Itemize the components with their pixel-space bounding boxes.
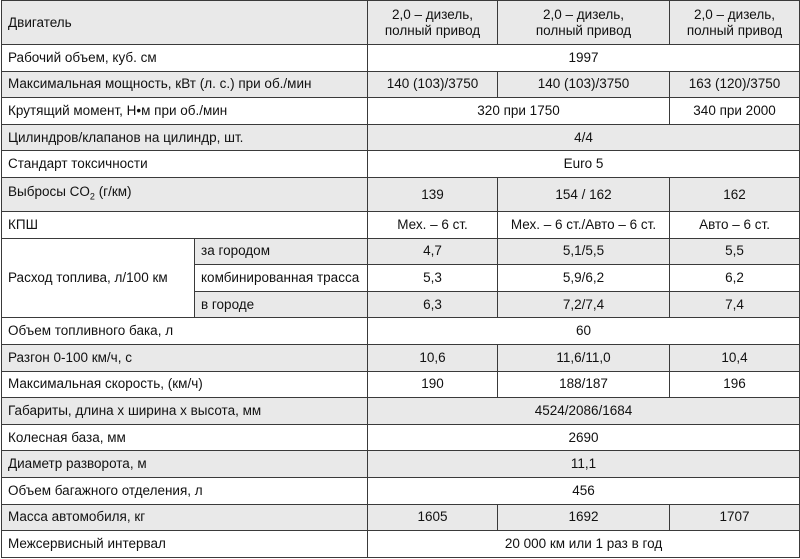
row-value: 5,3 bbox=[368, 265, 498, 292]
row-value: 140 (103)/3750 bbox=[368, 71, 498, 98]
header-col1-line2: полный привод bbox=[384, 22, 481, 38]
table-row-turning-diameter bbox=[2, 451, 800, 478]
row-label: КПШ bbox=[2, 211, 368, 238]
table-row-torque bbox=[2, 98, 800, 125]
table-row-weight bbox=[2, 504, 800, 531]
header-column-3 bbox=[670, 1, 800, 45]
table-header-row bbox=[2, 1, 800, 45]
fuel-sublabel: за городом bbox=[195, 238, 368, 265]
row-label: Цилиндров/клапанов на цилиндр, шт. bbox=[2, 124, 368, 151]
table-row-power bbox=[2, 71, 800, 98]
row-value: 188/187 bbox=[498, 371, 670, 398]
table-row-fuel-tank bbox=[2, 318, 800, 345]
row-value: 163 (120)/3750 bbox=[670, 71, 800, 98]
row-label: Диаметр разворота, м bbox=[2, 451, 368, 478]
row-value: Мех. – 6 ст. bbox=[368, 211, 498, 238]
spec-table bbox=[1, 0, 800, 558]
row-label: Стандарт токсичности bbox=[2, 151, 368, 178]
row-value: 11,1 bbox=[368, 451, 800, 478]
table-row-gearbox bbox=[2, 211, 800, 238]
row-label: Крутящий момент, Н•м при об./мин bbox=[2, 98, 368, 125]
fuel-sublabel: комбинированная трасса bbox=[195, 265, 368, 292]
row-label: Масса автомобиля, кг bbox=[2, 504, 368, 531]
fuel-consumption-label: Расход топлива, л/100 км bbox=[2, 238, 195, 318]
table-row-emission-standard bbox=[2, 151, 800, 178]
header-col3-line1: 2,0 – дизель, bbox=[694, 6, 775, 22]
row-value: 340 при 2000 bbox=[670, 98, 800, 125]
row-value: 1707 bbox=[670, 504, 800, 531]
row-value: 60 bbox=[368, 318, 800, 345]
row-label: Объем багажного отделения, л bbox=[2, 478, 368, 505]
row-value: 1692 bbox=[498, 504, 670, 531]
row-value: 456 bbox=[368, 478, 800, 505]
row-value: 11,6/11,0 bbox=[498, 345, 670, 372]
row-value: 196 bbox=[670, 371, 800, 398]
row-value: 10,4 bbox=[670, 345, 800, 372]
header-column-2 bbox=[498, 1, 670, 45]
row-label: Максимальная скорость, (км/ч) bbox=[2, 371, 368, 398]
row-value: 320 при 1750 bbox=[368, 98, 670, 125]
table-row-displacement bbox=[2, 45, 800, 72]
row-value: 1997 bbox=[368, 45, 800, 72]
header-col1-line1: 2,0 – дизель, bbox=[392, 6, 473, 22]
row-value: Euro 5 bbox=[368, 151, 800, 178]
header-column-1 bbox=[368, 1, 498, 45]
row-value: 7,4 bbox=[670, 291, 800, 318]
row-label bbox=[2, 178, 368, 212]
row-label: Разгон 0-100 км/ч, с bbox=[2, 345, 368, 372]
row-value: 139 bbox=[368, 178, 498, 212]
row-value: 1605 bbox=[368, 504, 498, 531]
row-value: 6,2 bbox=[670, 265, 800, 292]
table-row-wheelbase bbox=[2, 424, 800, 451]
row-label: Рабочий объем, куб. см bbox=[2, 45, 368, 72]
row-label: Максимальная мощность, кВт (л. с.) при об./мин bbox=[2, 71, 368, 98]
row-value: 10,6 bbox=[368, 345, 498, 372]
row-value: 5,9/6,2 bbox=[498, 265, 670, 292]
row-value: 5,1/5,5 bbox=[498, 238, 670, 265]
row-value: Авто – 6 ст. bbox=[670, 211, 800, 238]
row-value: 190 bbox=[368, 371, 498, 398]
row-label: Межсервисный интервал bbox=[2, 531, 368, 558]
co2-subscript: 2 bbox=[89, 191, 95, 202]
table-row-service-interval bbox=[2, 531, 800, 558]
header-col2-line2: полный привод bbox=[535, 22, 632, 38]
row-value: 7,2/7,4 bbox=[498, 291, 670, 318]
header-col2-line1: 2,0 – дизель, bbox=[543, 6, 624, 22]
row-value: 162 bbox=[670, 178, 800, 212]
row-value: 140 (103)/3750 bbox=[498, 71, 670, 98]
row-value: 6,3 bbox=[368, 291, 498, 318]
row-label: Колесная база, мм bbox=[2, 424, 368, 451]
table-row-trunk-volume bbox=[2, 478, 800, 505]
table-row-acceleration bbox=[2, 345, 800, 372]
row-value: 4,7 bbox=[368, 238, 498, 265]
row-value: 154 / 162 bbox=[498, 178, 670, 212]
row-value: 5,5 bbox=[670, 238, 800, 265]
row-value: 4524/2086/1684 bbox=[368, 398, 800, 425]
table-row-co2 bbox=[2, 178, 800, 212]
fuel-sublabel: в городе bbox=[195, 291, 368, 318]
co2-label-unit: (г/км) bbox=[94, 184, 132, 200]
co2-label-text: Выбросы CO bbox=[8, 184, 90, 200]
header-col3-line2: полный привод bbox=[686, 22, 783, 38]
table-row-max-speed bbox=[2, 371, 800, 398]
row-label: Габариты, длина х ширина х высота, мм bbox=[2, 398, 368, 425]
table-row-dimensions bbox=[2, 398, 800, 425]
table-row-fuel-highway bbox=[2, 238, 800, 265]
header-engine-label: Двигатель bbox=[2, 1, 368, 45]
row-value: 20 000 км или 1 раз в год bbox=[368, 531, 800, 558]
row-value: Мех. – 6 ст./Авто – 6 ст. bbox=[498, 211, 670, 238]
row-value: 4/4 bbox=[368, 124, 800, 151]
row-label: Объем топливного бака, л bbox=[2, 318, 368, 345]
row-value: 2690 bbox=[368, 424, 800, 451]
table-row-cylinders bbox=[2, 124, 800, 151]
